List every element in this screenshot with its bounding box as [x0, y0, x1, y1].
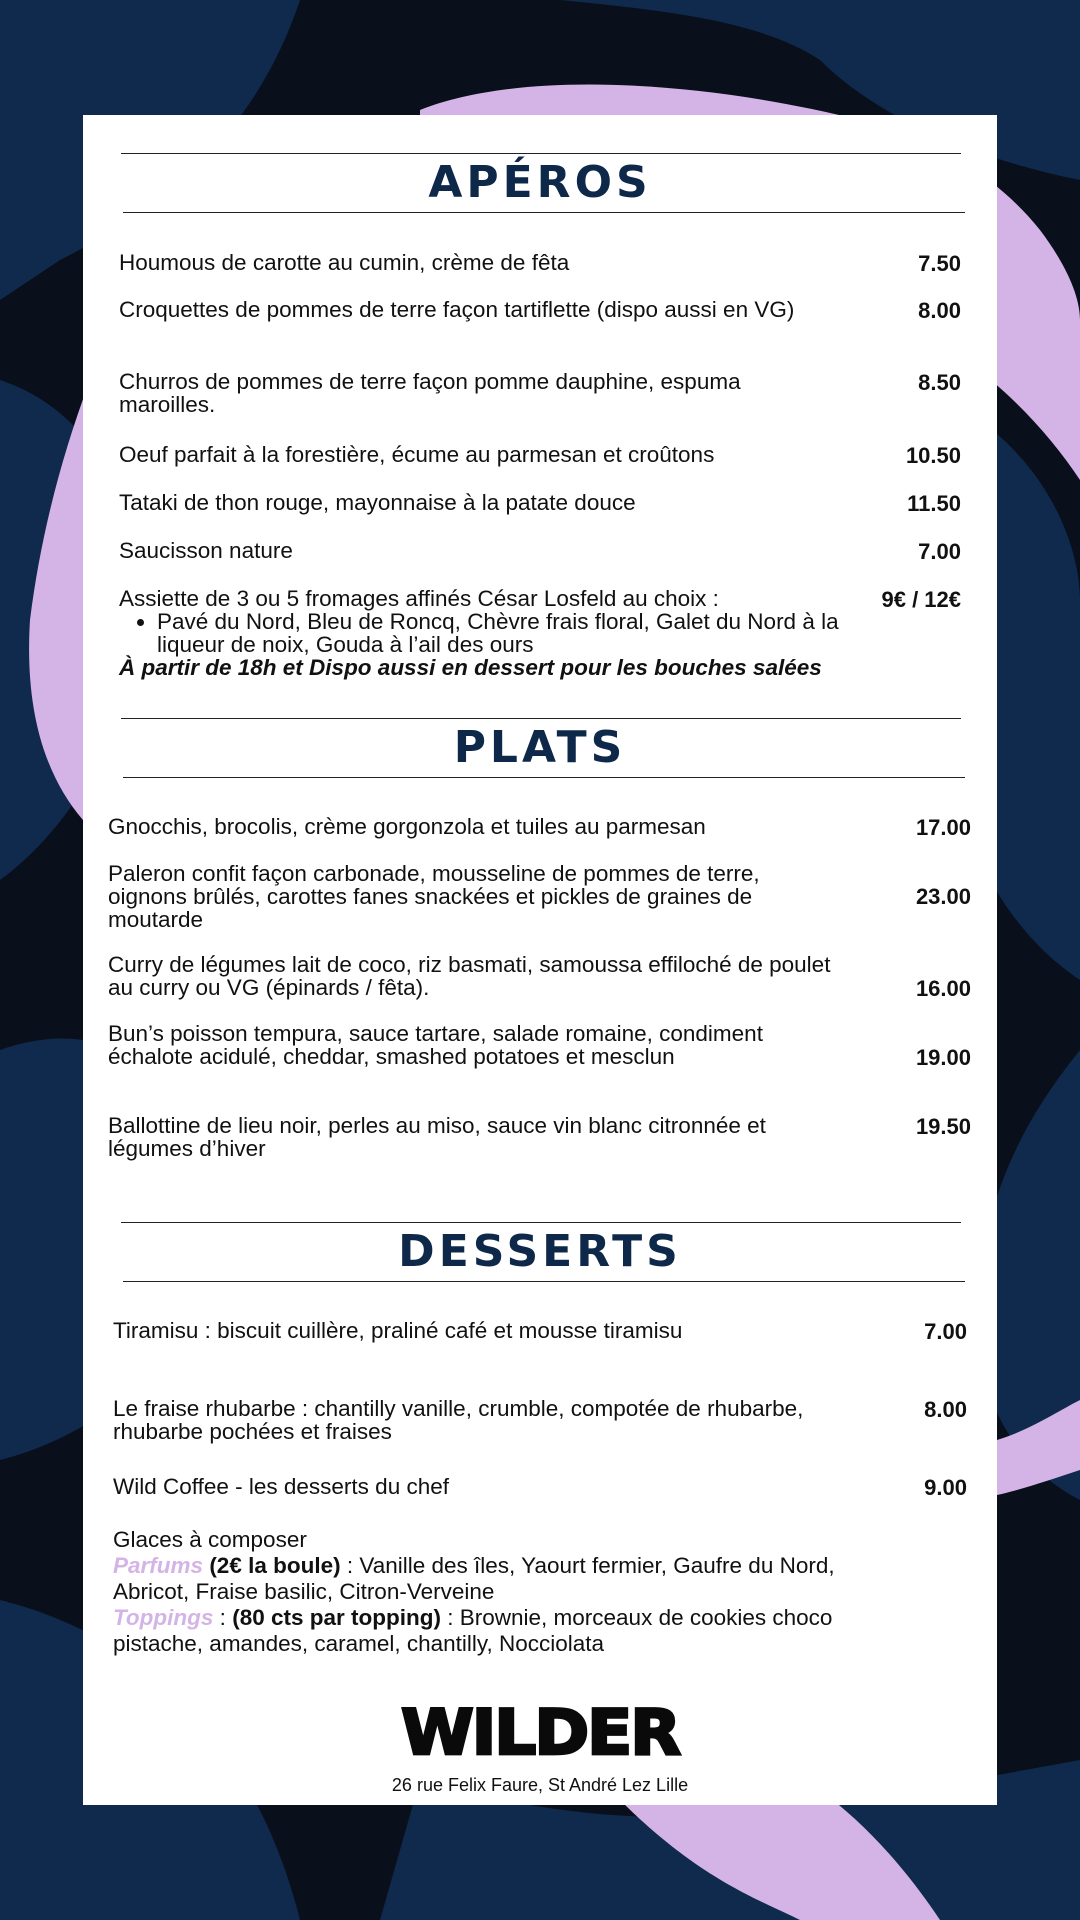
item-price: 7.50: [918, 251, 961, 276]
item-price: 8.00: [924, 1397, 967, 1422]
wilder-logo: WILDER: [400, 1695, 680, 1770]
plats-title: PLATS: [453, 722, 627, 773]
cheese-list: [119, 610, 859, 656]
cheese-item: [119, 587, 859, 679]
toppings-label: Toppings: [113, 1605, 214, 1630]
item-price: 19.50: [915, 1114, 971, 1139]
glaces-block: [113, 1527, 873, 1657]
divider: [123, 212, 965, 213]
glaces-title: Glaces à composer: [113, 1527, 307, 1552]
item-price: 7.00: [918, 539, 961, 564]
item-name: Bun’s poisson tempura, sauce tartare, salade romaine, condiment échalote acidulé, cheddar, smashed potatoes et mesclun: [108, 1021, 763, 1069]
parfums-list: : Vanille des îles, Yaourt fermier, Gaufre du Nord, Abricot, Fraise basilic, Citron-Verveine: [113, 1553, 835, 1604]
glaces-parfums: [113, 1553, 873, 1605]
address: 26 rue Felix Faure, St André Lez Lille: [391, 1775, 689, 1795]
item-price: 11.50: [907, 491, 961, 516]
glaces-toppings: [113, 1605, 873, 1657]
item-price: 16.00: [915, 976, 971, 1001]
item-price: 9€ / 12€: [881, 587, 961, 612]
item-name: Le fraise rhubarbe : chantilly vanille, crumble, compotée de rhubarbe, rhubarbe pochées et fraises: [113, 1396, 804, 1444]
item-name: Houmous de carotte au cumin, crème de fêta: [119, 250, 570, 275]
item-name: Tataki de thon rouge, mayonnaise à la patate douce: [119, 490, 636, 515]
item-price: 7.00: [924, 1319, 967, 1344]
aperos-header: [119, 153, 961, 213]
divider: [123, 1281, 965, 1282]
item-name: Churros de pommes de terre façon pomme dauphine, espuma maroilles.: [119, 369, 741, 417]
item-name: Paleron confit façon carbonade, mousseline de pommes de terre, oignons brûlés, carottes fanes snackées et pickles de graines de moutarde: [108, 861, 760, 932]
item-name: Croquettes de pommes de terre façon tartiflette (dispo aussi en VG): [119, 297, 795, 322]
toppings-separator: :: [219, 1605, 226, 1630]
item-price: 9.00: [924, 1475, 967, 1500]
item-price: 8.00: [918, 298, 961, 323]
item-name: Assiette de 3 ou 5 fromages affinés César Losfeld au choix :: [119, 586, 719, 611]
item-price: 19.00: [915, 1045, 971, 1070]
desserts-title: DESSERTS: [398, 1226, 682, 1277]
cheese-note: À partir de 18h et Dispo aussi en dessert pour les bouches salées: [119, 655, 822, 680]
item-name: Saucisson nature: [119, 538, 293, 563]
toppings-price: (80 cts par topping): [232, 1605, 441, 1630]
cheese-list-item: • Pavé du Nord, Bleu de Roncq, Chèvre frais floral, Galet du Nord à la liqueur de noix, Gouda à l’ail des ours: [157, 610, 859, 656]
divider: [123, 777, 965, 778]
plats-header: [119, 718, 961, 778]
item-price: 8.50: [918, 370, 961, 395]
item-name: Gnocchis, brocolis, crème gorgonzola et tuiles au parmesan: [108, 814, 706, 839]
desserts-header: [119, 1222, 961, 1282]
item-name: Ballottine de lieu noir, perles au miso, sauce vin blanc citronnée et légumes d’hiver: [108, 1113, 766, 1161]
aperos-title: APÉROS: [428, 157, 652, 208]
toppings-list: : Brownie, morceaux de cookies choco pistache, amandes, caramel, chantilly, Nocciolata: [113, 1605, 833, 1656]
item-price: 23.00: [915, 884, 971, 909]
item-price: 17.00: [915, 815, 971, 840]
item-name: Tiramisu : biscuit cuillère, praliné café et mousse tiramisu: [113, 1318, 683, 1343]
item-price: 10.50: [905, 443, 961, 468]
item-name: Wild Coffee - les desserts du chef: [113, 1474, 449, 1499]
item-name: Oeuf parfait à la forestière, écume au parmesan et croûtons: [119, 442, 715, 467]
item-name: Curry de légumes lait de coco, riz basmati, samoussa effiloché de poulet au curry ou VG (épinards / fêta).: [108, 952, 831, 1000]
parfums-price: (2€ la boule): [209, 1553, 341, 1578]
parfums-label: Parfums: [113, 1553, 204, 1578]
menu-card: [83, 115, 997, 1805]
